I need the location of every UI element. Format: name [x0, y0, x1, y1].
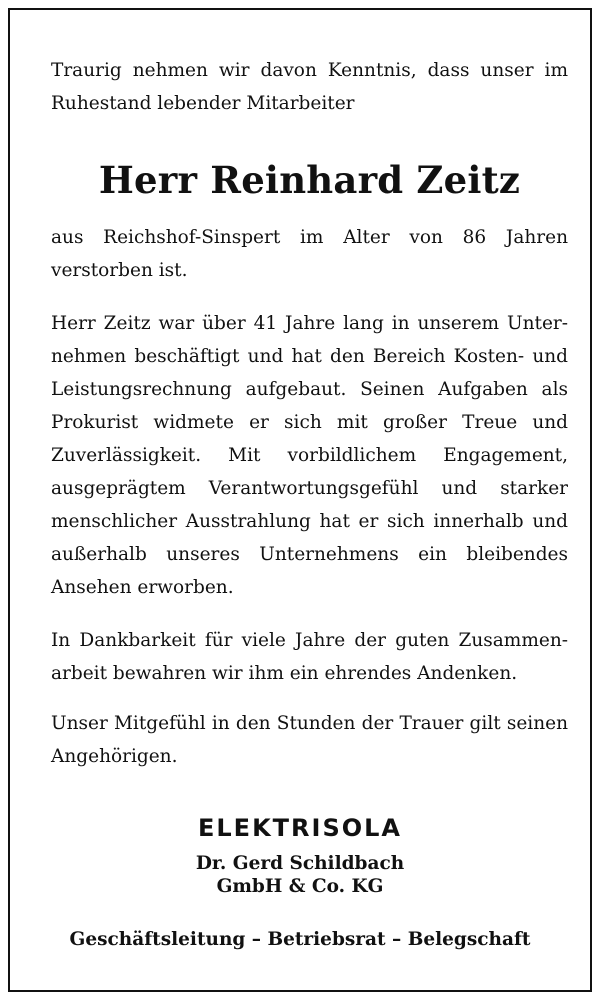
sympathy-text: Unser Mitgefühl in den Stunden der Trauer gilt seinen Angehörigen.: [51, 713, 568, 767]
company-name-line1: Dr. Gerd Schildbach: [195, 853, 405, 874]
career-text: Herr Zeitz war über 41 Jahre lang in unserem Unternehmen beschäftigt und hat den Bereich Kosten- und Leistungsrechnung aufgebaut. Seinen Aufgaben als Prokurist widmete er sich mit großer Treue und Zuverlässigkeit. Mit vorbildlichem Engagement, ausgeprägtem Verantwortungsgefühl und starker menschlicher Ausstrahlung hat er sich innerhalb und außerhalb unseres Unternehmens ein bleibendes Ansehen erworben.: [51, 313, 568, 598]
notice-frame: [8, 8, 592, 992]
signatories: Geschäftsleitung – Betriebsrat – Belegschaft: [69, 929, 531, 950]
age-text: aus Reichshof-Sinspert im Alter von 86 Jahren verstorben ist.: [51, 227, 568, 281]
company-name: [0, 852, 600, 898]
intro-text: Traurig nehmen wir davon Kenntnis, dass unser im Ruhestand lebender Mitarbeiter: [51, 60, 568, 114]
company-name-line2: GmbH & Co. KG: [216, 876, 384, 897]
thanks-text: In Dankbarkeit für viele Jahre der guten Zusammenarbeit bewahren wir ihm ein ehrendes Andenken.: [51, 630, 568, 684]
company-logo: ELEKTRISOLA: [197, 814, 402, 842]
deceased-name: Herr Reinhard Zeitz: [98, 158, 521, 202]
